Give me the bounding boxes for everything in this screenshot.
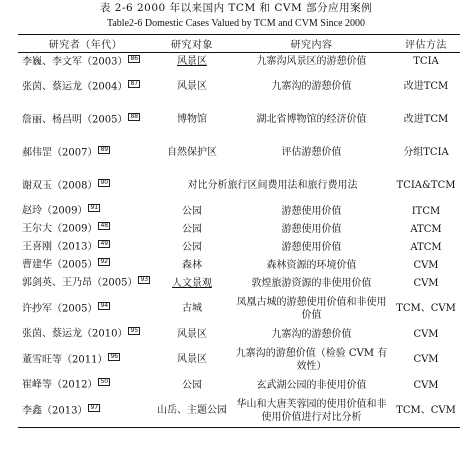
method-cell: TCIA&TCM [396,180,456,191]
reference-marker: 95 [130,327,139,335]
method-cell: ATCM [410,241,442,253]
method-cell: ITCM [411,205,441,217]
header-object: 研究对象 [153,35,231,53]
researcher-name: 郭剑英、王乃昂（2005） [22,277,138,289]
object-text: 风景区 [177,56,207,67]
content-cell: 九寨沟的游憩价值 [271,81,352,92]
reference-marker: 49 [100,240,109,248]
researcher-name: 赵玲（2009） [22,205,88,217]
researcher-name: 郝伟罡（2007） [22,147,98,159]
method-cell: ATCM [410,223,442,235]
reference-marker: 88 [130,112,139,120]
researcher-cell [18,274,153,292]
object-cell: 风景区 [177,354,207,365]
object-cell: 森林 [182,259,202,271]
researcher-name: 詹丽、杨昌明（2005） [22,114,128,126]
table-row [18,103,460,136]
table-caption-chinese: 表 2-6 2000 年以来国内 TCM 和 CVM 部分应用案例 [99,2,373,14]
object-cell: 博物馆 [177,114,207,125]
object-cell [153,274,231,292]
object-cell: 公园 [182,223,202,235]
content-cell: 游憩使用价值 [281,205,342,217]
reference-marker: 50 [100,378,109,386]
header-method: 评估方法 [392,35,460,53]
method-cell: CVM [413,328,439,340]
table-row [18,274,460,292]
method-cell: 改进TCM [403,114,449,125]
table-row [18,394,460,428]
object-cell: 风景区 [177,328,207,340]
table-row [18,325,460,343]
content-cell: 评估游憩价值 [281,147,342,158]
researcher-name: 许抄军（2005） [22,303,98,315]
researcher-cell [18,169,153,202]
reference-marker: 48 [100,222,109,230]
reference-marker: 93 [140,276,149,284]
researcher-name: 李鑫（2013） [22,405,88,417]
researcher-cell [18,325,153,343]
reference-marker: 92 [100,258,109,266]
content-cell: 森林资源的环境价值 [266,259,357,271]
researcher-name: 王喜刚（2013） [22,241,98,253]
table-row [18,70,460,103]
reference-marker: 97 [90,403,99,411]
content-cell: 凤凰古城的游憩使用价值和非使用价值 [236,296,387,321]
researcher-name: 张茵、蔡运龙（2004） [22,81,128,93]
researcher-name: 谢双玉（2008） [22,180,98,192]
researcher-cell [18,292,153,325]
method-cell: CVM [413,277,439,289]
table-row [18,169,460,202]
researcher-cell [18,238,153,256]
researcher-cell [18,220,153,238]
table-row [18,238,460,256]
reference-marker: 91 [90,204,99,212]
reference-marker: 90 [100,178,109,186]
method-cell: TCIA [413,56,439,67]
method-cell: 分组TCIA [403,147,449,158]
table-header-row [18,35,460,53]
reference-marker: 87 [130,79,139,87]
content-cell: 敦煌旅游资源的非使用价值 [251,277,372,289]
researcher-cell [18,202,153,220]
table-row [18,376,460,394]
table-row [18,256,460,274]
method-cell: CVM [413,259,439,271]
researcher-cell [18,394,153,428]
table-row [18,53,460,71]
reference-marker: 94 [100,301,109,309]
reference-marker: 89 [100,145,109,153]
researcher-cell [18,103,153,136]
object-cell: 自然保护区 [167,147,217,158]
researcher-name: 董雪旺等（2011） [22,354,108,366]
researcher-cell [18,256,153,274]
object-cell [153,53,231,71]
object-cell: 公园 [182,379,202,391]
table-caption-english: Table2-6 Domestic Cases Valued by TCM and CVM Since 2000 [106,18,366,29]
header-content: 研究内容 [231,35,392,53]
object-cell: 公园 [182,205,202,217]
method-cell: TCM、CVM [396,303,456,314]
researcher-cell [18,53,153,71]
content-cell: 九寨沟风景区的游憩价值 [256,56,367,67]
table-row [18,220,460,238]
method-cell: CVM [413,354,439,365]
researcher-name: 李巍、李文军（2003） [22,56,128,68]
researcher-name: 张茵、蔡运龙（2010） [22,328,128,340]
reference-marker: 86 [130,54,139,62]
object-cell: 风景区 [177,81,207,92]
object-cell: 公园 [182,241,202,253]
method-cell: 改进TCM [403,81,449,92]
researcher-name: 王尔大（2009） [22,223,98,235]
method-cell: CVM [413,379,439,391]
researcher-cell [18,376,153,394]
researcher-name: 曹建华（2005） [22,259,98,271]
content-cell: 九寨沟的游憩价值 [271,328,352,340]
researcher-cell [18,70,153,103]
content-cell: 华山和大唐芙蓉园的使用价值和非使用价值进行对比分析 [231,394,392,428]
table-row [18,136,460,169]
content-cell: 游憩使用价值 [281,223,342,235]
table-row [18,292,460,325]
header-researcher: 研究者（年代） [18,35,153,53]
table-row [18,343,460,376]
reference-marker: 96 [110,352,119,360]
researcher-cell [18,136,153,169]
table-row [18,202,460,220]
cases-table [18,34,460,428]
object-cell: 古城 [182,303,202,314]
content-cell: 九寨沟的游憩价值（检验 CVM 有效性） [235,347,388,372]
content-cell: 玄武湖公园的非使用价值 [256,379,367,391]
researcher-cell [18,343,153,376]
content-cell: 对比分析旅行区间费用法和旅行费用法 [187,180,358,191]
method-cell: TCM、CVM [392,394,460,428]
object-text: 人文景观 [172,277,212,289]
researcher-name: 崔峰等（2012） [22,379,98,391]
content-cell: 游憩使用价值 [281,241,342,253]
content-cell: 湖北省博物馆的经济价值 [256,114,367,125]
object-cell: 山岳、主题公园 [153,394,231,428]
